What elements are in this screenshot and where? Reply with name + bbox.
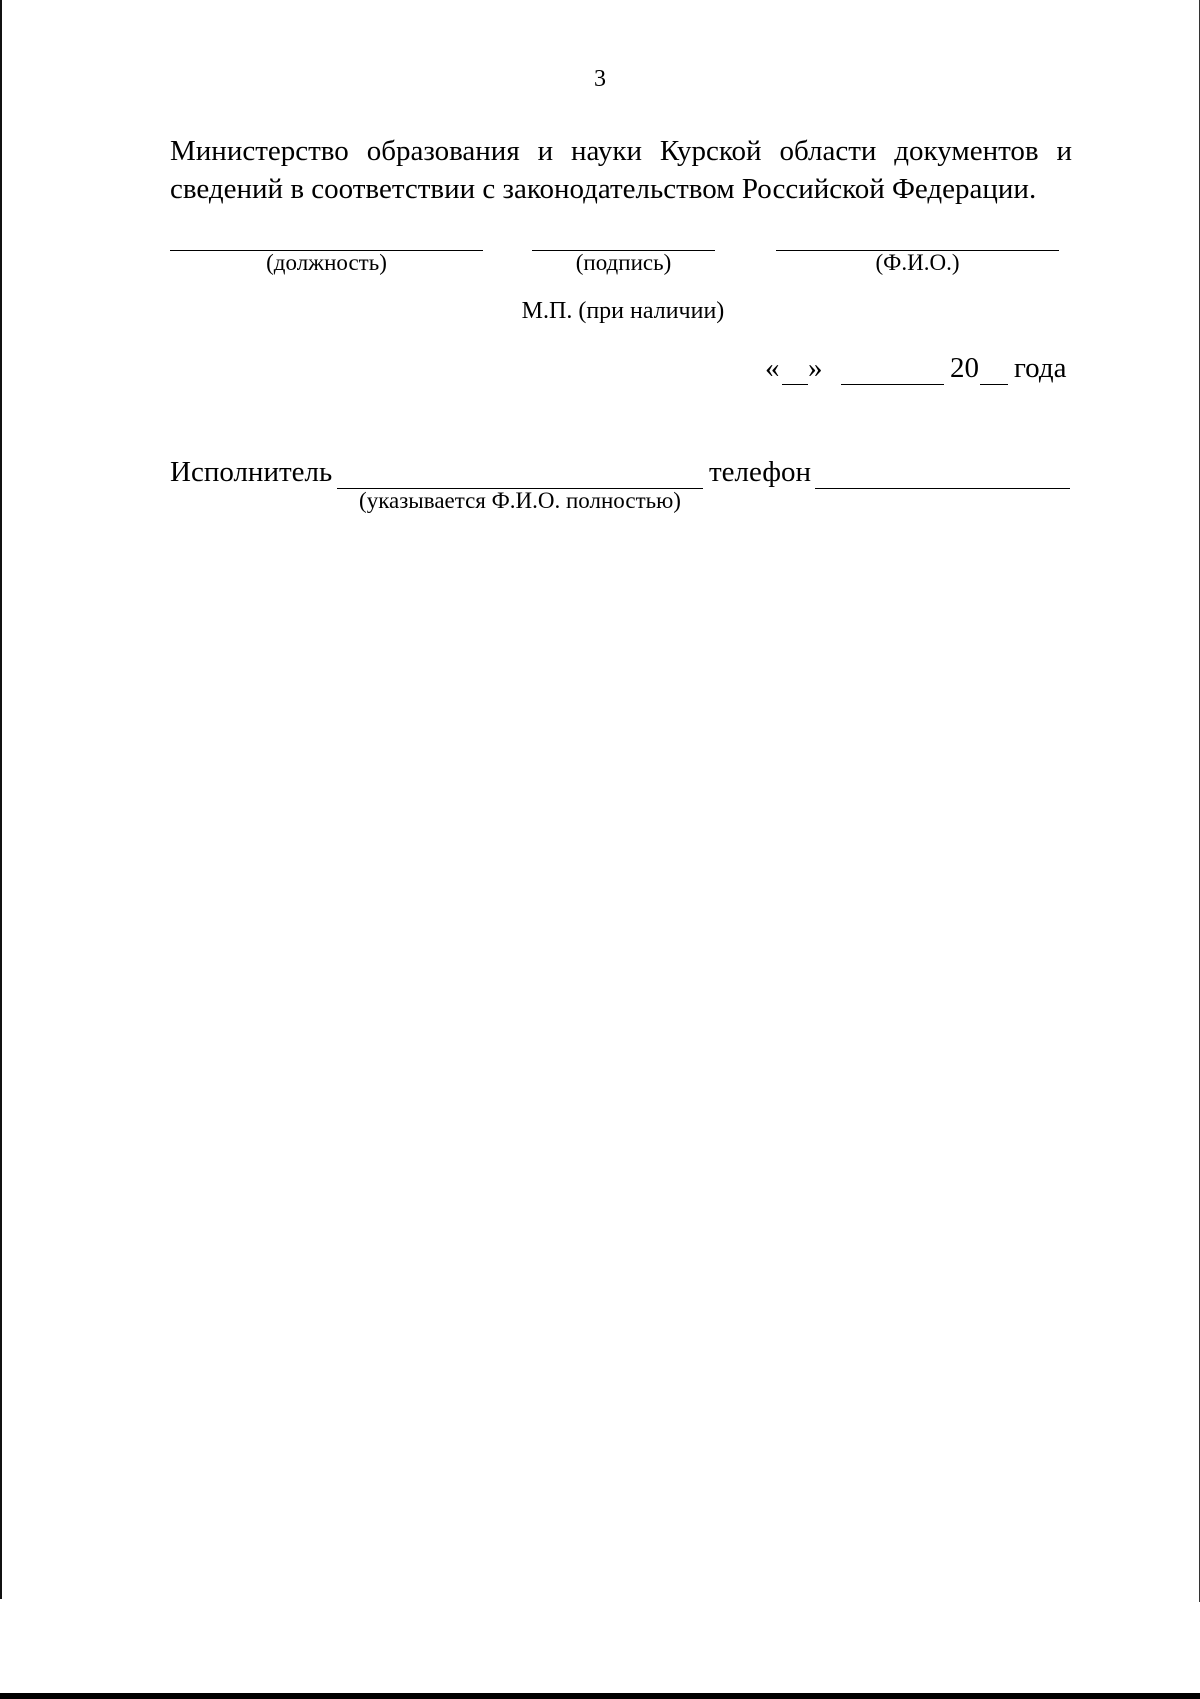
- body-paragraph: Министерство образования и науки Курской области документов и сведений в соответствии с законодательством Российской Федерации.: [170, 135, 1072, 205]
- date-close-quote: »: [808, 352, 823, 384]
- phone-line: [815, 488, 1070, 489]
- day-blank-line: [782, 384, 808, 385]
- signature-caption: (подпись): [575, 250, 672, 275]
- phone-label: телефон: [709, 456, 812, 488]
- executor-label: Исполнитель: [170, 456, 333, 488]
- full-name-caption: (Ф.И.О.): [875, 250, 960, 275]
- page-number: 3: [594, 66, 606, 92]
- year-word: года: [1014, 352, 1067, 384]
- year-prefix: 20: [950, 352, 979, 384]
- date-open-quote: «: [765, 352, 780, 384]
- executor-name-caption: (указывается Ф.И.О. полностью): [359, 488, 681, 513]
- year-blank-line: [980, 384, 1008, 385]
- position-caption: (должность): [266, 250, 387, 275]
- scan-border-left: [0, 0, 2, 1599]
- stamp-note: М.П. (при наличии): [521, 298, 725, 324]
- scan-border-bottom: [0, 1693, 1200, 1699]
- month-blank-line: [841, 384, 944, 385]
